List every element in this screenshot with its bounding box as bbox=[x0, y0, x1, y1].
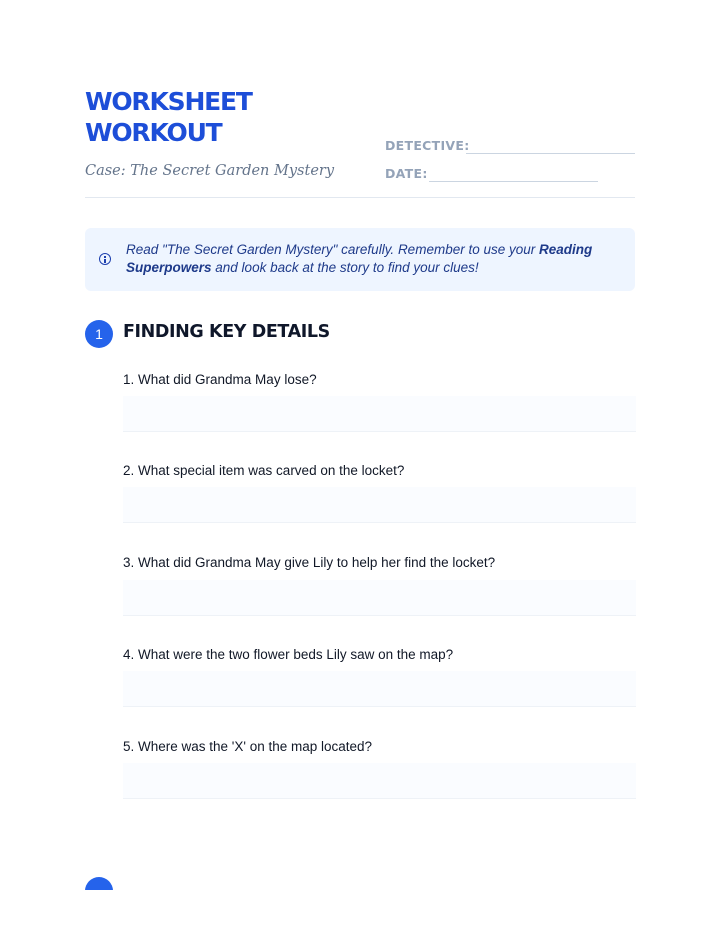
date-line[interactable] bbox=[429, 181, 598, 182]
question-4: 4. What were the two flower beds Lily saw on the map? bbox=[123, 647, 454, 662]
detective-name-line[interactable] bbox=[466, 153, 635, 154]
callout-text-before: Read "The Secret Garden Mystery" carefully. Remember to use your bbox=[126, 242, 539, 257]
callout-text-bold: Reading Superpowers bbox=[126, 242, 593, 275]
section-number-badge: 1 bbox=[85, 320, 113, 348]
section-title: FINDING KEY DETAILS bbox=[123, 322, 330, 342]
instructions-callout bbox=[85, 228, 635, 291]
question-5: 5. Where was the 'X' on the map located? bbox=[123, 739, 373, 754]
title-line-2: WORKOUT bbox=[85, 118, 222, 147]
answer-field-3[interactable] bbox=[123, 580, 636, 616]
title-line-1: WORKSHEET bbox=[85, 87, 252, 116]
callout-text-after: and look back at the story to find your clues! bbox=[211, 260, 479, 275]
question-2: 2. What special item was carved on the locket? bbox=[123, 463, 405, 478]
info-circle-icon bbox=[99, 253, 111, 265]
header-divider bbox=[85, 197, 635, 198]
date-label: DATE: bbox=[385, 166, 428, 181]
detective-label: DETECTIVE: bbox=[385, 138, 470, 153]
answer-field-2[interactable] bbox=[123, 487, 636, 523]
page-bottom-crop bbox=[0, 890, 720, 932]
answer-field-4[interactable] bbox=[123, 671, 636, 707]
case-subtitle: Case: The Secret Garden Mystery bbox=[85, 163, 335, 179]
worksheet-title bbox=[85, 86, 345, 148]
callout-text bbox=[126, 241, 606, 277]
answer-field-5[interactable] bbox=[123, 763, 636, 799]
answer-field-1[interactable] bbox=[123, 396, 636, 432]
question-3: 3. What did Grandma May give Lily to help her find the locket? bbox=[123, 555, 496, 570]
question-1: 1. What did Grandma May lose? bbox=[123, 372, 317, 387]
